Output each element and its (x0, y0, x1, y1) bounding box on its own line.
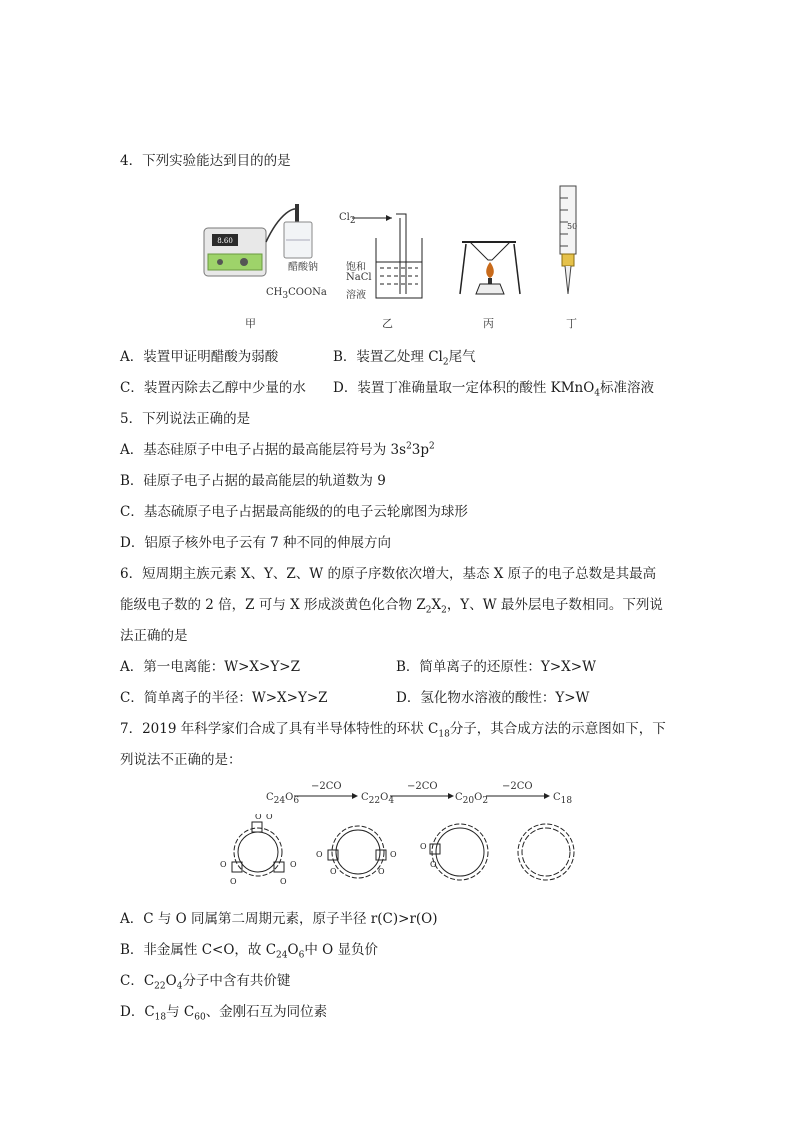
q7-option-d: D．$C_{18}$与 $C_{60}$、金刚石互为同位素 (120, 1004, 328, 1023)
svg-text:O: O (280, 877, 287, 886)
arrow-label-1: −2CO (311, 781, 342, 792)
q5-option-a: A．基态硅原子中电子占据的最高能层符号为 $3s^23p^2$ (120, 441, 435, 458)
solution-label-1: 饱和 (346, 262, 366, 273)
q4-option-c: C．装置丙除去乙醇中少量的水 (120, 380, 306, 396)
svg-text:O: O (390, 850, 397, 859)
svg-text:O: O (290, 860, 297, 869)
gas-label: $Cl_2$ (339, 212, 356, 226)
q4-stem: 4．下列实验能达到目的的是 (120, 153, 291, 169)
svg-text:O: O (378, 867, 385, 876)
q6-option-d: D．氢化物水溶液的酸性：Y>W (396, 690, 590, 706)
q6-stem-line1: 6．短周期主族元素 X、Y、Z、W 的原子序数依次增大，基态 X 原子的电子总数是其最高 (120, 566, 657, 582)
q7-stem-line1: 7．2019 年科学家们合成了具有半导体特性的环状 $C_{18}$分子，其合成方法的示意图如下，下 (120, 721, 666, 740)
q6-stem-line3: 法正确的是 (120, 628, 188, 644)
svg-text:O: O (255, 814, 262, 821)
scheme-molecule-3: $C_{20}O_2$ (455, 792, 489, 806)
caption-ding: 丁 (566, 317, 577, 330)
q4-option-b: B．装置乙处理 $Cl_2$尾气 (333, 349, 476, 368)
q6-stem-line2: 能级电子数的 2 倍，Z 可与 X 形成淡黄色化合物 $Z_2X_2$，Y、W 最外层电子数相同。下列说 (120, 597, 663, 616)
svg-text:O: O (430, 860, 437, 869)
q7-option-a: A．C 与 O 同属第二周期元素，原子半径 r(C)>r(O) (120, 911, 438, 927)
evaporation-figure (458, 232, 522, 300)
meter-display-text: 8.60 (217, 237, 233, 245)
svg-text:O: O (266, 814, 273, 821)
caption-bing: 丙 (483, 317, 494, 330)
q6-option-a: A．第一电离能：W>X>Y>Z (120, 659, 300, 675)
svg-text:O: O (316, 850, 323, 859)
scheme-molecule-4: $C_{18}$ (553, 792, 573, 806)
svg-text:O: O (220, 860, 227, 869)
arrow-label-3: −2CO (502, 781, 533, 792)
scheme-molecule-1: $C_{24}O_6$ (266, 792, 300, 806)
arrow-label-2: −2CO (407, 781, 438, 792)
caption-jia: 甲 (245, 317, 256, 330)
scheme-molecule-2: $C_{22}O_4$ (361, 792, 395, 806)
solution-label-2: NaCl (346, 272, 372, 283)
svg-text:O: O (330, 867, 337, 876)
q6-option-b: B．简单离子的还原性：Y>X>W (396, 659, 596, 675)
q7-stem-line2: 列说法不正确的是： (120, 752, 242, 768)
svg-text:O: O (230, 877, 237, 886)
q7-option-c: C．$C_{22}O_4$分子中含有共价键 (120, 973, 291, 992)
caption-yi: 乙 (382, 317, 393, 330)
salt-name-label: 醋酸钠 (288, 262, 318, 273)
burette-figure (548, 180, 588, 300)
burette-mark: 50 (567, 222, 578, 231)
svg-text:O: O (420, 842, 427, 851)
solution-label-3: 溶液 (346, 290, 366, 301)
q7-option-b: B．非金属性 C<O，故 $C_{24}O_6$中 O 显负价 (120, 942, 378, 961)
q5-option-c: C．基态硫原子电子占据最高能级的的电子云轮廓图为球形 (120, 504, 468, 520)
salt-formula-label: $CH_3COONa$ (266, 287, 327, 301)
q5-option-b: B．硅原子电子占据的最高能层的轨道数为 9 (120, 473, 386, 489)
q4-option-d: D．装置丁准确量取一定体积的酸性 KMnO$_4$标准溶液 (333, 380, 655, 399)
q5-option-d: D．铝原子核外电子云有 7 种不同的伸展方向 (120, 535, 391, 551)
q4-option-a: A．装置甲证明醋酸为弱酸 (120, 349, 279, 365)
q6-option-c: C．简单离子的半径：W>X>Y>Z (120, 690, 328, 706)
ring-structures (218, 814, 588, 890)
q5-stem: 5．下列说法正确的是 (120, 411, 251, 427)
